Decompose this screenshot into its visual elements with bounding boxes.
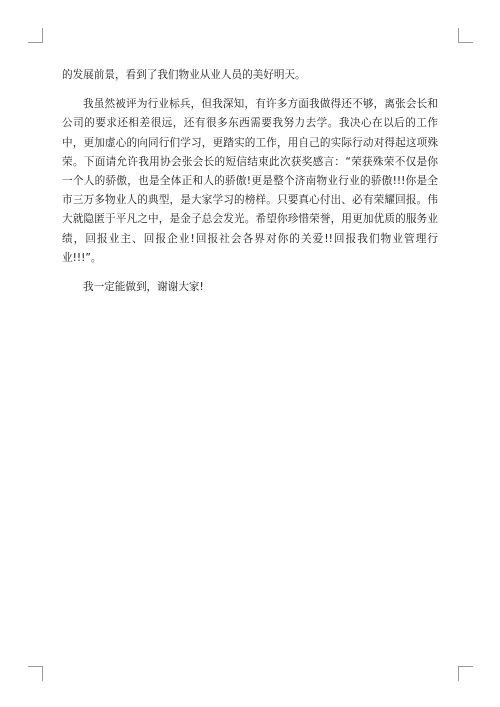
document-body bbox=[62, 66, 438, 307]
crop-mark-bottom-left bbox=[28, 666, 43, 681]
crop-mark-top-right bbox=[458, 28, 473, 43]
paragraph-continuation: 的发展前景，看到了我们物业从业人员的美好明天。 bbox=[62, 69, 306, 81]
crop-mark-top-left bbox=[28, 28, 43, 43]
paragraph-acceptance-speech: 我虽然被评为行业标兵，但我深知，有许多方面我做得还不够，离张会长和公司的要求还相差很远，还有很多东西需要我努力去学。我决心在以后的工作中，更加虚心的向同行们学习，更踏实的工作，用自己的实际行动对得起这项殊荣。下面请允许我用协会张会长的短信结束此次获奖感言：“荣获殊荣不仅是你一个人的骄傲，也是全体正和人的骄傲!更是整个济南物业行业的骄傲!!!你是全市三万多物业人的典型，是大家学习的榜样。只要真心付出、必有荣耀回报。伟大就隐匿于平凡之中，是金子总会发光。希望你珍惜荣誉，用更加优质的服务业绩，回报业主、回报企业!回报社会各界对你的关爱!!回报我们物业管理行业!!!”。 bbox=[62, 98, 438, 264]
paragraph-closing: 我一定能做到，谢谢大家! bbox=[83, 281, 204, 294]
crop-mark-bottom-right bbox=[458, 666, 473, 681]
